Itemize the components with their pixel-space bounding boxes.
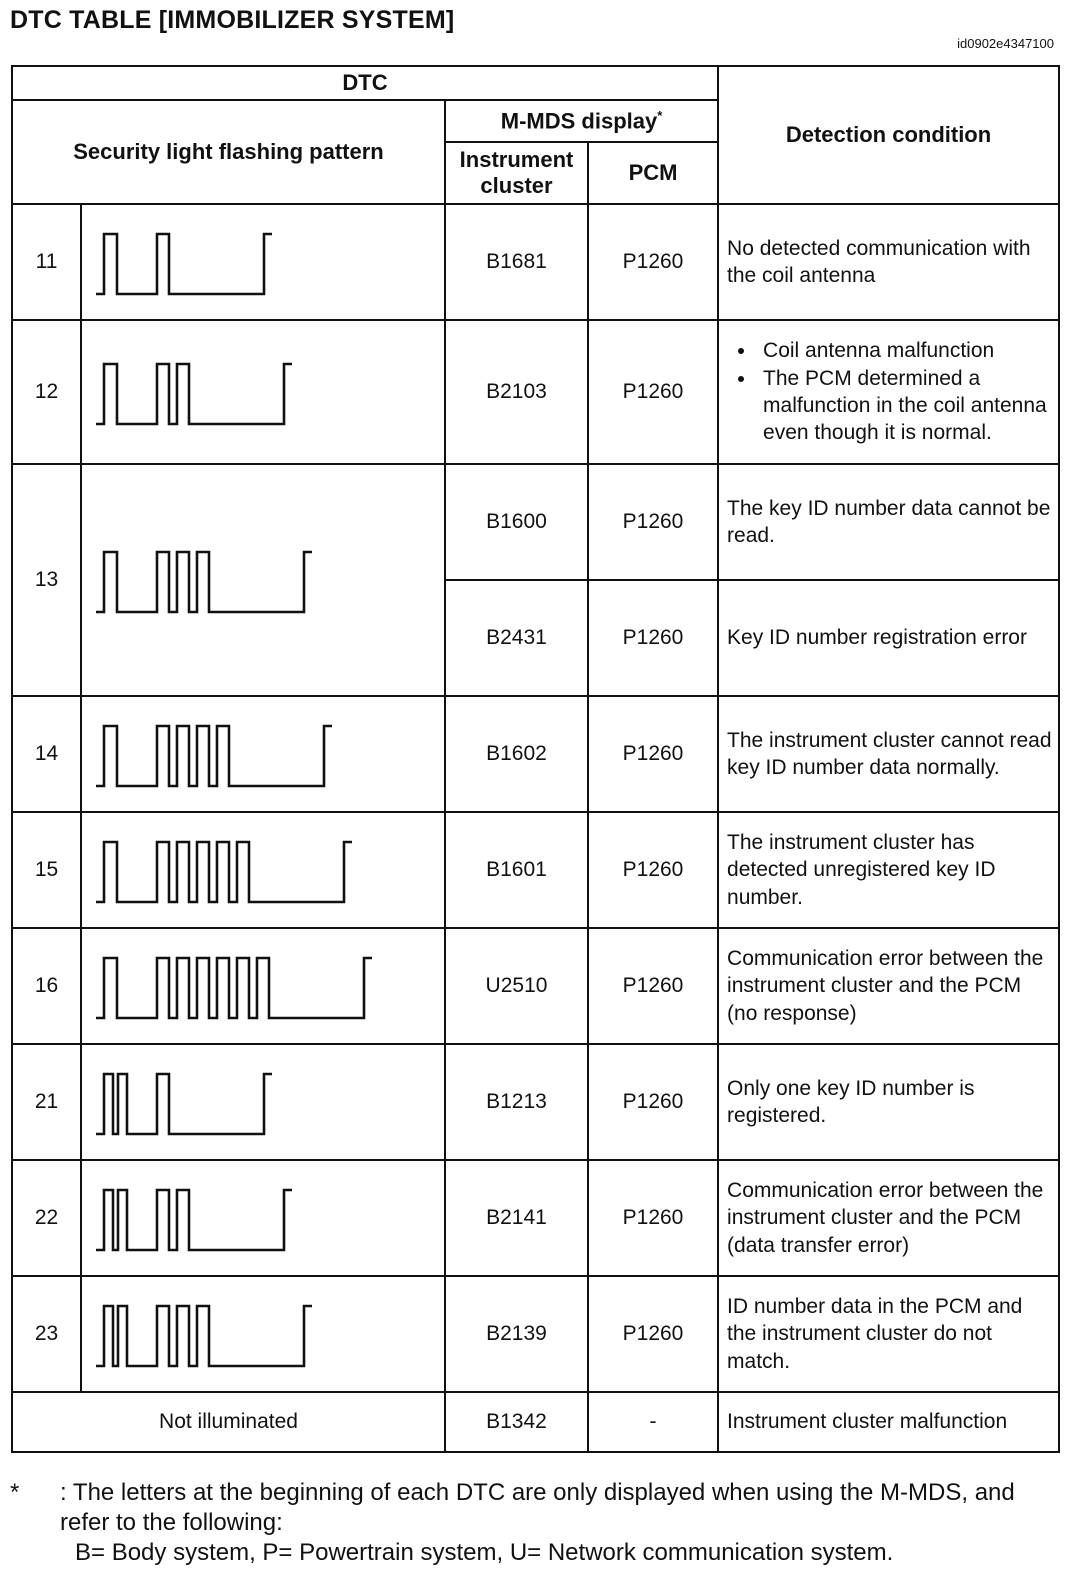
table-row <box>12 1276 1059 1392</box>
flashing-pattern <box>81 1044 445 1160</box>
header-instrument-cluster: Instrument cluster <box>445 142 588 204</box>
pcm-code: P1260 <box>588 580 718 696</box>
flashing-pattern-icon <box>82 1278 442 1390</box>
not-illuminated-label: Not illuminated <box>12 1392 445 1452</box>
pcm-code: P1260 <box>588 464 718 580</box>
instrument-cluster-code: B2139 <box>445 1276 588 1392</box>
flashing-pattern <box>81 1276 445 1392</box>
detection-condition: No detected communication with the coil antenna <box>718 204 1059 320</box>
dtc-number: 15 <box>12 812 81 928</box>
dtc-number: 22 <box>12 1160 81 1276</box>
pcm-code: P1260 <box>588 320 718 464</box>
table-row <box>12 464 1059 580</box>
table-row <box>12 204 1059 320</box>
dtc-number: 21 <box>12 1044 81 1160</box>
dtc-number: 14 <box>12 696 81 812</box>
table-row <box>12 1160 1059 1276</box>
detection-condition: The instrument cluster has detected unregistered key ID number. <box>718 812 1059 928</box>
detection-condition: Instrument cluster malfunction <box>718 1392 1059 1452</box>
flashing-pattern-icon <box>82 206 442 318</box>
instrument-cluster-code: B2141 <box>445 1160 588 1276</box>
pcm-code: P1260 <box>588 1276 718 1392</box>
detection-condition <box>718 320 1059 464</box>
table-row <box>12 1044 1059 1160</box>
instrument-cluster-code: B2431 <box>445 580 588 696</box>
footnote-mark: * <box>10 1479 20 1506</box>
header-detection-condition: Detection condition <box>718 66 1059 204</box>
flashing-pattern-icon <box>82 814 442 926</box>
dtc-number: 13 <box>12 464 81 696</box>
condition-bullet: • The PCM determined a malfunction in the coil antenna even though it is normal. <box>757 365 1052 447</box>
footnote-legend: B= Body system, P= Powertrain system, U= Network communication system. <box>75 1539 894 1566</box>
document-id: id0902e4347100 <box>957 36 1054 51</box>
header-flashing-pattern: Security light flashing pattern <box>12 100 445 204</box>
instrument-cluster-code: B1600 <box>445 464 588 580</box>
dtc-number: 11 <box>12 204 81 320</box>
flashing-pattern-icon <box>82 1162 442 1274</box>
pcm-code: - <box>588 1392 718 1452</box>
detection-condition: Communication error between the instrument cluster and the PCM (no response) <box>718 928 1059 1044</box>
pcm-code: P1260 <box>588 812 718 928</box>
table-row <box>12 320 1059 464</box>
flashing-pattern-icon <box>82 1046 442 1158</box>
flashing-pattern-icon <box>82 336 442 448</box>
pcm-code: P1260 <box>588 204 718 320</box>
flashing-pattern-icon <box>82 698 442 810</box>
page-title: DTC TABLE [IMMOBILIZER SYSTEM] <box>10 6 455 34</box>
flashing-pattern <box>81 812 445 928</box>
instrument-cluster-code: B1342 <box>445 1392 588 1452</box>
flashing-pattern <box>81 464 445 696</box>
dtc-number: 16 <box>12 928 81 1044</box>
detection-condition: ID number data in the PCM and the instrument cluster do not match. <box>718 1276 1059 1392</box>
instrument-cluster-code: B1601 <box>445 812 588 928</box>
flashing-pattern <box>81 320 445 464</box>
condition-bullet: • Coil antenna malfunction <box>757 337 1052 364</box>
detection-condition: Only one key ID number is registered. <box>718 1044 1059 1160</box>
pcm-code: P1260 <box>588 1044 718 1160</box>
instrument-cluster-code: B1602 <box>445 696 588 812</box>
footnote-text: : The letters at the beginning of each DTC are only displayed when using the M-MDS, and refer to the following: <box>60 1479 1015 1536</box>
pcm-code: P1260 <box>588 696 718 812</box>
pcm-code: P1260 <box>588 1160 718 1276</box>
flashing-pattern-icon <box>82 930 442 1042</box>
flashing-pattern-icon <box>82 465 442 695</box>
flashing-pattern <box>81 1160 445 1276</box>
detection-condition: The key ID number data cannot be read. <box>718 464 1059 580</box>
header-dtc: DTC <box>12 66 718 100</box>
table-row <box>12 928 1059 1044</box>
header-pcm: PCM <box>588 142 718 204</box>
flashing-pattern <box>81 696 445 812</box>
pcm-code: P1260 <box>588 928 718 1044</box>
dtc-number: 23 <box>12 1276 81 1392</box>
detection-condition: Communication error between the instrument cluster and the PCM (data transfer error) <box>718 1160 1059 1276</box>
detection-condition: Key ID number registration error <box>718 580 1059 696</box>
dtc-number: 12 <box>12 320 81 464</box>
table-row <box>12 696 1059 812</box>
instrument-cluster-code: B1213 <box>445 1044 588 1160</box>
instrument-cluster-code: B1681 <box>445 204 588 320</box>
detection-condition: The instrument cluster cannot read key ID number data normally. <box>718 696 1059 812</box>
dtc-table <box>11 65 1060 1453</box>
table-row <box>12 1392 1059 1452</box>
flashing-pattern <box>81 928 445 1044</box>
instrument-cluster-code: B2103 <box>445 320 588 464</box>
table-row <box>12 812 1059 928</box>
header-mmds-display: M-MDS display* <box>445 100 718 142</box>
flashing-pattern <box>81 204 445 320</box>
instrument-cluster-code: U2510 <box>445 928 588 1044</box>
